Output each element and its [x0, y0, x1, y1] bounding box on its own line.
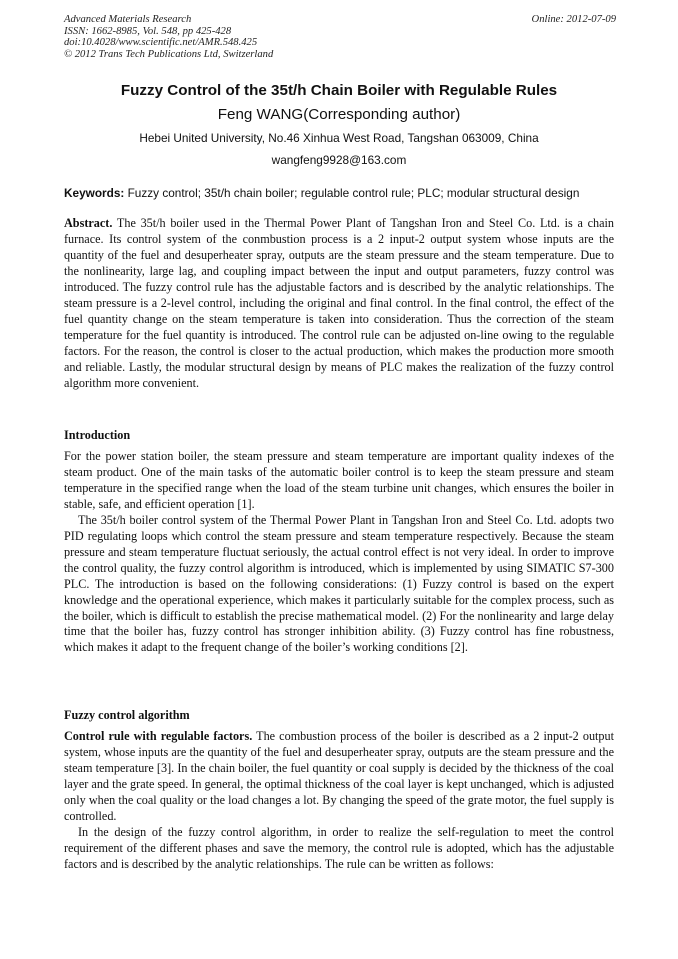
- journal-name: Advanced Materials Research: [64, 14, 192, 25]
- issn-line: ISSN: 1662-8985, Vol. 548, pp 425-428: [64, 25, 232, 37]
- abstract-text: The 35t/h boiler used in the Thermal Power Plant of Tangshan Iron and Steel Co. Ltd. is a chain furnace. Its control system of the conmbustion process is a 2 input-2 output system whose inputs are the quantity of the fuel and desuperheater spray, outputs are the steam pressure and the steam temperature. Due to the nonlinearity, large lag, and coupling impact between the input and output parameters, fuzzy control was introduced. The fuzzy control rule has the adjustable factors and is described by the analytic relationships. The steam pressure is a 2-level control, including the original and final control. In the final control, the effect of the fuel quantity change on the steam temperature is taken into consideration. Thus the correction of the steam temperature for the fuel quantity is introduced. The control rule can be adjusted on-line owing to the regulable factors. For the reason, the control is closer to the actual production, which makes the production more smooth and reliable. Lastly, the modular structural design by means of PLC makes the realization of the fuzzy control algorithm more convenient.: [64, 216, 615, 390]
- abstract-label: Abstract.: [64, 216, 113, 230]
- publication-meta: [64, 14, 616, 60]
- author-email: wangfeng9928@163.com: [271, 153, 407, 167]
- introduction-paragraph-2: The 35t/h boiler control system of the Thermal Power Plant in Tangshan Iron and Steel Co. Ltd. adopts two PID regulating loops which control the steam pressure and steam temperature respectively. Because the steam pressure and steam temperature fluctuat seriously, the actual control effect is not very ideal. In order to improve the control quality, the fuzzy control algorithm is introduced, which is implemented by using SIMATIC S7-300 PLC. The introduction is based on the following considerations: (1) Fuzzy control is based on the expert knowledge and the operational experience, which makes it particularly suitable for the complex process, such as the boiler, which is difficult to establish the precise mathematical model. (2) For the nonlinearity and large delay time that the boiler has, fuzzy control has stronger inhibition ability. (3) Fuzzy control has fine robustness, which makes it adapt to the frequent change of the boiler’s working conditions [2].: [64, 512, 614, 655]
- keywords-text: Fuzzy control; 35t/h chain boiler; regulable control rule; PLC; modular structural design: [127, 186, 580, 200]
- doi-line: doi:10.4028/www.scientific.net/AMR.548.425: [64, 37, 258, 49]
- paper-author: Feng WANG(Corresponding author): [217, 106, 461, 123]
- fuzzy-lead: Control rule with regulable factors.: [64, 729, 253, 743]
- fuzzy-paragraph-1: The combustion process of the boiler is described as a 2 input-2 output system, whose inputs are the quantity of the fuel and desuperheater spray, outputs are the steam pressure and the steam temperature [3]. In the chain boiler, the fuel quantity or coal supply is decided by the thickness of the coal layer and the grate speed. In general, the optimal thickness of the coal layer is kept unchanged, which is adjusted only when the coal quality or the load changes a lot. By changing the speed of the grate motor, the fuel supply is controlled.: [64, 729, 614, 823]
- fuzzy-body: [64, 729, 614, 873]
- fuzzy-heading: Fuzzy control algorithm: [64, 708, 190, 722]
- keywords-label: Keywords:: [64, 186, 125, 200]
- introduction-paragraph-1: For the power station boiler, the steam pressure and steam temperature are important quality indexes of the steam product. One of the main tasks of the automatic boiler control is to keep the steam pressure and steam temperature in the specified range when the load of the steam turbine unit changes, which ensures the boiler in stable, safe, and efficient operation [1].: [64, 449, 614, 511]
- paper-title: Fuzzy Control of the 35t/h Chain Boiler with Regulable Rules: [120, 82, 558, 99]
- author-affiliation: Hebei United University, No.46 Xinhua West Road, Tangshan 063009, China: [139, 131, 539, 145]
- online-date: Online: 2012-07-09: [531, 14, 616, 25]
- copyright-line: © 2012 Trans Tech Publications Ltd, Switzerland: [64, 48, 274, 60]
- abstract-block: [64, 216, 614, 391]
- introduction-body: [64, 449, 614, 656]
- keywords-line: [64, 186, 624, 200]
- introduction-heading: Introduction: [64, 428, 131, 442]
- fuzzy-paragraph-2: In the design of the fuzzy control algorithm, in order to realize the self-regulation to meet the control requirement of the different phases and save the memory, the control rule is adopted, which has the adjustable factors and is described by the analytic relationships. The rule can be written as follows:: [64, 824, 614, 871]
